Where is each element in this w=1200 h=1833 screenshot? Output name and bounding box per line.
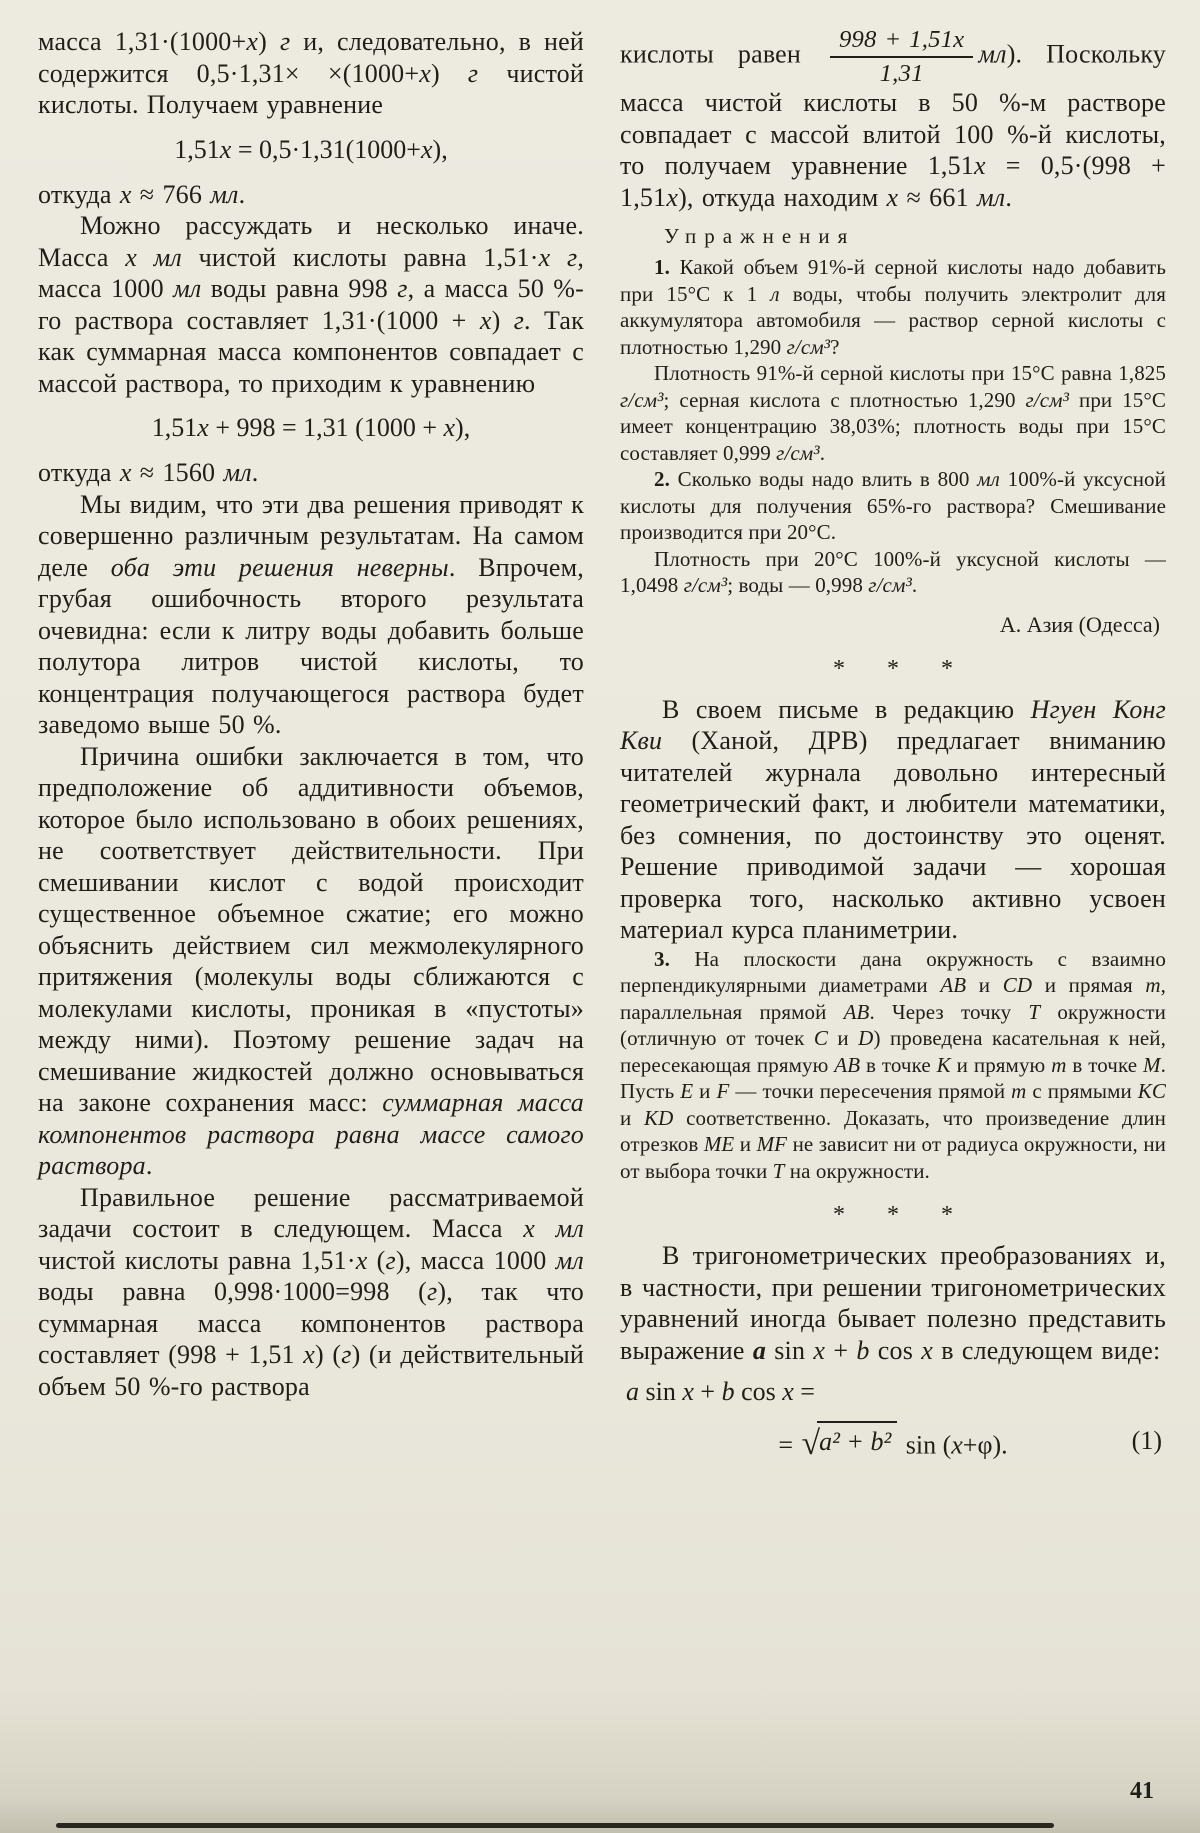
ex-heading-block xyxy=(620,223,1166,250)
text-run: , масса 1000 xyxy=(38,242,585,303)
equation-block xyxy=(38,134,584,166)
text-run: и прямую xyxy=(950,1052,1052,1077)
text-run: KC xyxy=(1137,1079,1166,1104)
text-run: ), масса 1000 xyxy=(395,1245,556,1275)
text-run: x xyxy=(119,458,132,487)
exercise-block xyxy=(620,466,1166,546)
text-run: * * * xyxy=(833,655,971,682)
text-run: CD xyxy=(1002,973,1033,998)
text-run: В тригонометрических преобразованиях и, в частности, при решении тригонометрических уравнений иногда бывает полезно представить выражение xyxy=(620,1241,1166,1365)
text-run: и xyxy=(693,1079,717,1104)
text-run: +φ). xyxy=(962,1430,1008,1460)
text-run: x xyxy=(443,413,456,442)
text-run: b xyxy=(856,1335,870,1365)
text-run: оба эти решения неверны xyxy=(110,552,449,582)
text-run: a xyxy=(626,1377,639,1407)
text-run: * * * xyxy=(833,1202,971,1229)
text-run: 3. xyxy=(654,946,670,971)
text-run: . Так как суммарная масса компонентов совпадает с массой раствора, то приходим к уравнению xyxy=(38,305,584,398)
text-run: cos xyxy=(734,1377,783,1407)
text-run: b xyxy=(721,1377,735,1407)
text-run: x xyxy=(951,1430,963,1460)
text-run: г/см³ xyxy=(620,387,664,412)
text-run: m xyxy=(1011,1079,1027,1104)
text-run: m xyxy=(1145,973,1161,998)
text-run: г/см³ xyxy=(786,334,831,359)
text-run: и xyxy=(620,1105,645,1130)
text-run: D xyxy=(858,1026,874,1051)
text-run: x xyxy=(219,134,232,164)
exercise-block xyxy=(620,546,1166,599)
body-block xyxy=(620,26,1166,213)
text-run: л xyxy=(770,281,780,306)
text-run: ) (и действительный объем 50 %-го раствора xyxy=(38,1340,584,1401)
text-run: + 998 = 1,31 (1000 + xyxy=(208,413,444,442)
text-run: 1,51 xyxy=(174,134,220,164)
text-run: x xyxy=(813,1335,826,1365)
text-run: x xyxy=(921,1335,934,1365)
text-run: ME xyxy=(703,1132,735,1157)
text-run: K xyxy=(936,1052,951,1077)
text-run: . xyxy=(911,573,918,598)
text-run: F xyxy=(716,1079,730,1104)
text-run: AB xyxy=(940,973,967,998)
text-run: мл xyxy=(977,467,1000,492)
text-run: Причина ошибки заключается в том, что предположение об аддитивности объемов, которое было использовано в обоих решениях, не соответствует действительности. При смешивании кислот с водой происходит существенное объемное сжатие; его можно объяснить действием сил межмолекулярного притяжения (молекулы воды сближаются с молекулами кислоты, проникая в «пустоты» между ними). Поэтому решение задач на смешивание жидкостей должно основываться на законе сохранения масс: xyxy=(38,741,584,1117)
text-run: x г xyxy=(538,242,578,272)
text-run: T xyxy=(1028,999,1041,1024)
text-run: ≈ 661 xyxy=(898,182,977,212)
text-run: ? xyxy=(830,334,840,359)
text-run: x xyxy=(197,413,209,442)
equation-block xyxy=(38,412,584,444)
text-run: E xyxy=(680,1079,694,1104)
page-number: 41 xyxy=(1130,1778,1154,1804)
text-run: в следующем виде: xyxy=(933,1335,1161,1365)
text-run: Сколько воды надо влить в 800 xyxy=(669,467,978,492)
text-run: Нгуен Конг Кви xyxy=(620,694,1166,756)
text-run: воды равна 998 xyxy=(201,274,398,303)
text-run: ), xyxy=(455,413,471,442)
text-run: соответственно. Доказать, что произведение длин отрезков xyxy=(620,1105,1166,1157)
text-run: ( xyxy=(367,1245,386,1275)
text-run: x xyxy=(666,182,679,212)
text-run: В своем письме в редакцию xyxy=(662,694,1031,724)
text-run: мл xyxy=(173,274,202,303)
text-run: AB xyxy=(843,999,870,1024)
text-run: мл xyxy=(976,182,1006,212)
text-run: с прямыми xyxy=(1026,1079,1138,1104)
text-run: Упражнения xyxy=(664,224,856,249)
text-run: x xyxy=(419,58,431,88)
equation-block xyxy=(620,1376,1166,1408)
fraction-numerator: 998 + 1,51x xyxy=(830,26,973,58)
text-run: г xyxy=(341,1340,352,1369)
radical-sign: √ xyxy=(801,1424,821,1462)
text-run: . Через точку xyxy=(869,999,1029,1024)
text-run: и xyxy=(734,1132,757,1157)
text-run: г/см³ xyxy=(776,440,820,465)
sqrt-radical xyxy=(801,1421,898,1462)
body-block xyxy=(38,489,584,741)
text-run: не зависит ни от радиуса окружности, ни от выбора точки xyxy=(620,1132,1166,1183)
text-run: Мы видим, что эти два решения приводят к совершенно различным результатам. На самом деле xyxy=(38,489,584,582)
text-run: M xyxy=(1143,1052,1161,1077)
column-right xyxy=(620,26,1166,1475)
text-run: г xyxy=(397,274,408,303)
text-run: (Ханой, ДРВ) предлагает вниманию читателей журнала довольно интересный геометрический факт, и любители математики, без сомнения, по достоинству это оценят. Решение приводимой задачи — хорошая проверка того, насколько активно усвоен материал курса планиметрии. xyxy=(620,726,1166,945)
text-run: . xyxy=(238,179,246,209)
text-run: MF xyxy=(756,1132,788,1157)
text-run: при 15°С имеет концентрацию 38,03%; плотность воды при 15°С составляет 0,999 xyxy=(620,387,1166,465)
text-run: x xyxy=(303,1340,316,1369)
text-run: . xyxy=(1005,182,1013,212)
text-run: T xyxy=(772,1158,785,1183)
text-run: . xyxy=(251,458,259,487)
text-run: откуда xyxy=(38,458,120,487)
text-run: ; воды — 0,998 xyxy=(727,573,869,598)
body-block xyxy=(620,694,1166,946)
text-run: г xyxy=(467,58,479,88)
text-run: = xyxy=(793,1377,815,1407)
text-run: . xyxy=(145,1151,153,1180)
text-run: KD xyxy=(644,1105,674,1130)
equation-block xyxy=(620,1421,1166,1461)
text-run: + xyxy=(693,1377,722,1407)
text-run: г xyxy=(279,27,291,56)
text-run: — точки пересечения прямой xyxy=(729,1079,1012,1104)
text-run: , параллельная прямой xyxy=(620,973,1167,1024)
text-run: ), откуда находим xyxy=(678,182,887,212)
text-run: 1. xyxy=(654,255,670,280)
body-block xyxy=(38,457,584,489)
text-run: , а масса 50 %-го раствора составляет 1,31·(1000 + xyxy=(38,274,585,335)
text-run: 1,51 xyxy=(151,413,198,442)
text-run: ). Поскольку масса чистой кислоты в 50 %-м растворе совпадает с массой влитой 100 %-й кислоты, то получаем уравнение 1,51 xyxy=(620,39,1167,181)
text-run: и xyxy=(827,1026,859,1051)
text-run: ) проведена касательная к ней, пересекающая прямую xyxy=(620,1026,1166,1077)
text-run: мл xyxy=(555,1245,584,1275)
text-run: Можно рассуждать и несколько иначе. Масса xyxy=(38,211,584,272)
inline-fraction xyxy=(830,26,973,87)
text-run: x xyxy=(974,151,986,181)
text-run: в точке xyxy=(1066,1052,1144,1077)
text-run: x xyxy=(119,179,132,209)
text-run: Правильное решение рассматриваемой задачи состоит в следующем. Масса xyxy=(38,1182,584,1243)
text-run: и, следовательно, в ней содержится 0,5·1,31× ×(1000+ xyxy=(38,27,584,88)
text-run: г/см³ xyxy=(1025,387,1070,412)
text-run: мл xyxy=(223,458,252,487)
text-run: ) xyxy=(258,27,280,56)
text-run: чистой кислоты равна 1,51· xyxy=(38,1245,356,1275)
text-run: г xyxy=(385,1245,396,1275)
text-run: кислоты равен xyxy=(620,39,825,69)
exercise-block xyxy=(620,946,1166,1185)
text-run: x мл xyxy=(523,1214,584,1243)
body-block xyxy=(620,1240,1166,1366)
column-left xyxy=(38,26,584,1475)
text-run: = 0,5·1,31(1000+ xyxy=(231,134,421,164)
text-run: ), так что суммарная масса компонентов раствора составляет (998 + 1,51 xyxy=(38,1277,585,1369)
text-run: AB xyxy=(834,1052,861,1077)
text-run: m xyxy=(1051,1052,1067,1077)
text-run: г/см³ xyxy=(683,573,728,598)
text-run: суммарная масса компонентов раствора равна массе самого раствора xyxy=(38,1088,584,1180)
author-block xyxy=(620,611,1160,638)
text-run: ), xyxy=(432,134,448,164)
text-run: ≈ 1560 xyxy=(131,458,224,487)
text-run: sin ( xyxy=(899,1430,952,1460)
text-run: x xyxy=(682,1377,694,1407)
text-run: ) xyxy=(491,305,514,335)
body-block xyxy=(38,741,584,1182)
radicand: a² + b² xyxy=(817,1421,897,1458)
text-run: x xyxy=(246,27,259,56)
text-run: воды, чтобы получить электролит для аккумулятора автомобиля — раствор серной кислоты с плотностью 1,290 xyxy=(620,281,1166,359)
exercise-block xyxy=(620,254,1166,360)
text-run: C xyxy=(813,1026,828,1051)
text-run: . xyxy=(819,440,826,465)
fraction-denominator: 1,31 xyxy=(879,59,924,87)
text-run: мл xyxy=(978,39,1007,69)
text-run: x xyxy=(886,182,899,212)
body-block xyxy=(38,210,584,399)
text-run: ; серная кислота с плотностью 1,290 xyxy=(663,387,1026,412)
text-run: sin xyxy=(766,1335,814,1365)
text-run: sin xyxy=(639,1377,683,1407)
separator-block xyxy=(620,1202,1166,1228)
text-run: и xyxy=(966,973,1003,998)
body-block xyxy=(38,1182,584,1403)
text-run: = 0,5·(998 + 1,51 xyxy=(620,151,1167,212)
text-run: откуда xyxy=(38,179,120,209)
text-run: и прямая xyxy=(1032,973,1146,998)
text-run: Плотность при 20°С 100%-й уксусной кислоты — 1,0498 xyxy=(620,546,1166,598)
text-run: x xyxy=(420,134,433,164)
text-run: в точке xyxy=(860,1052,937,1077)
text-run: . Пусть xyxy=(620,1052,1166,1104)
body-block xyxy=(38,26,584,121)
text-run: + xyxy=(825,1335,857,1365)
text-run: 2. xyxy=(654,467,670,492)
equation-number: (1) xyxy=(1131,1426,1162,1456)
text-run: на окружности. xyxy=(784,1158,930,1183)
text-run: ) xyxy=(431,58,468,88)
text-run: г xyxy=(513,305,525,335)
text-run: мл xyxy=(210,179,239,209)
text-run: На плоскости дана окружность с взаимно перпендикулярными диаметрами xyxy=(620,946,1166,998)
text-run: чистой кислоты равна 1,51· xyxy=(181,242,539,272)
text-run: x мл xyxy=(125,242,182,272)
text-run: x xyxy=(782,1377,794,1407)
text-run: г/см³ xyxy=(868,573,912,598)
text-run: Плотность 91%-й серной кислоты при 15°С равна 1,825 xyxy=(654,361,1166,386)
text-run: воды равна 0,998·1000=998 ( xyxy=(38,1277,428,1306)
text-run: = xyxy=(778,1430,800,1460)
text-run: . Впрочем, грубая ошибочность второго результата очевидна: если к литру воды добавить больше полутора литров чистой кислоты, то концентрация получающегося раствора будет заведомо выше 50 %. xyxy=(38,552,584,739)
exercise-block xyxy=(620,360,1166,466)
text-run: Какой объем 91%-й серной кислоты надо добавить при 15°С к 1 xyxy=(620,255,1166,306)
text-run: a xyxy=(752,1335,767,1365)
text-run: окружности (отличную от точек xyxy=(620,999,1166,1051)
text-run: масса 1,31·(1000+ xyxy=(38,27,247,56)
scan-edge-line xyxy=(56,1823,1054,1828)
text-run: ≈ 766 xyxy=(131,179,211,209)
text-run: А. Азия (Одесса) xyxy=(999,611,1160,637)
text-run: x xyxy=(355,1245,368,1275)
text-run: г xyxy=(427,1277,438,1306)
text-run: cos xyxy=(869,1335,922,1365)
body-block xyxy=(38,179,584,211)
text-run: чистой кислоты. Получаем уравнение xyxy=(38,58,584,119)
text-run: ) ( xyxy=(315,1340,342,1369)
text-run: x xyxy=(479,305,492,335)
separator-block xyxy=(620,656,1166,682)
text-run: 100%-й уксусной кислоты для получения 65%-го раствора? Смешивание производится при 20°С. xyxy=(620,467,1166,545)
